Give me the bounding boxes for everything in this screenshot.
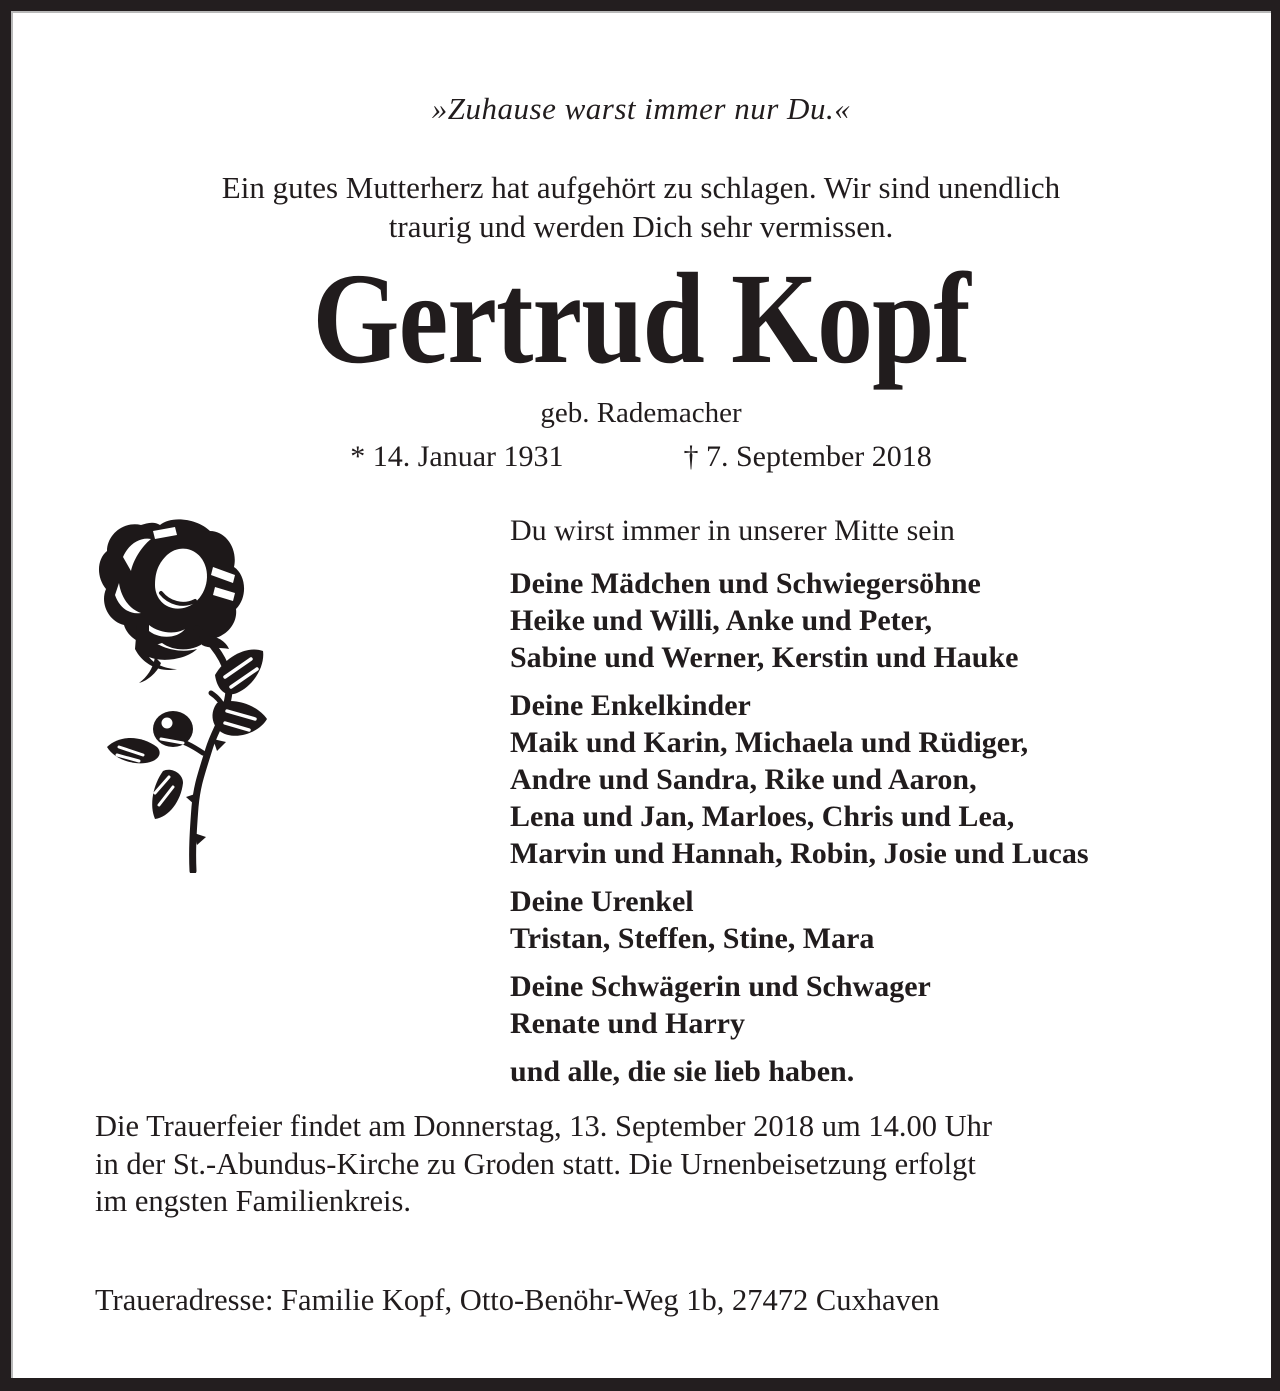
mourner-names-line: Renate und Harry [510, 1007, 745, 1040]
mourner-group-label: Deine Schwägerin und Schwager [510, 970, 931, 1003]
mourner-names-line: und alle, die sie lieb haben. [510, 1055, 855, 1088]
intro-line: Ein gutes Mutterherz hat aufgehört zu schlagen. Wir sind unendlich [221, 170, 1061, 205]
mourning-address: Traueradresse: Familie Kopf, Otto-Benöhr-Weg 1b, 27472 Cuxhaven [95, 1283, 940, 1317]
epigraph-quote: »Zuhause warst immer nur Du.« [431, 91, 851, 126]
mourner-group-label: Deine Enkelkinder [510, 689, 751, 722]
mourner-group-grandchildren [510, 687, 1089, 872]
rose-icon [97, 517, 269, 873]
deceased-name: Gertrud Kopf [312, 247, 970, 391]
funeral-info [95, 1108, 992, 1221]
mourner-group-great-grandchildren [510, 883, 1089, 957]
intro-line: traurig und werden Dich sehr vermissen. [388, 209, 894, 244]
mourner-group-label: Deine Mädchen und Schwiegersöhne [510, 567, 981, 600]
mourner-names-line: Lena und Jan, Marloes, Chris und Lea, [510, 800, 1015, 833]
mourner-names-line: Sabine und Werner, Kerstin und Hauke [510, 641, 1019, 674]
funeral-info-line: im engsten Familienkreis. [95, 1184, 411, 1218]
funeral-info-line: Die Trauerfeier findet am Donnerstag, 13. September 2018 um 14.00 Uhr [95, 1109, 993, 1143]
mourners-section [510, 512, 1089, 1101]
mourner-group-label: Deine Urenkel [510, 885, 694, 918]
death-date: † 7. September 2018 [683, 440, 932, 473]
maiden-name: geb. Rademacher [540, 397, 742, 429]
mourner-group-in-laws [510, 968, 1089, 1042]
mourners-lead: Du wirst immer in unserer Mitte sein [510, 514, 955, 547]
mourner-names-line: Andre und Sandra, Rike und Aaron, [510, 763, 977, 796]
mourner-group-all-others [510, 1053, 1089, 1090]
mourner-names-line: Tristan, Steffen, Stine, Mara [510, 922, 875, 955]
mourner-names-line: Marvin und Hannah, Robin, Josie und Lucas [510, 837, 1089, 870]
life-dates [11, 440, 1271, 474]
mourner-names-line: Maik und Karin, Michaela und Rüdiger, [510, 726, 1029, 759]
birth-date: * 14. Januar 1931 [350, 440, 564, 473]
funeral-info-line: in der St.-Abundus-Kirche zu Groden statt. Die Urnenbeisetzung erfolgt [95, 1146, 976, 1181]
mourner-group-daughters [510, 565, 1089, 676]
intro-text [11, 168, 1271, 246]
mourner-names-line: Heike und Willi, Anke und Peter, [510, 604, 933, 637]
